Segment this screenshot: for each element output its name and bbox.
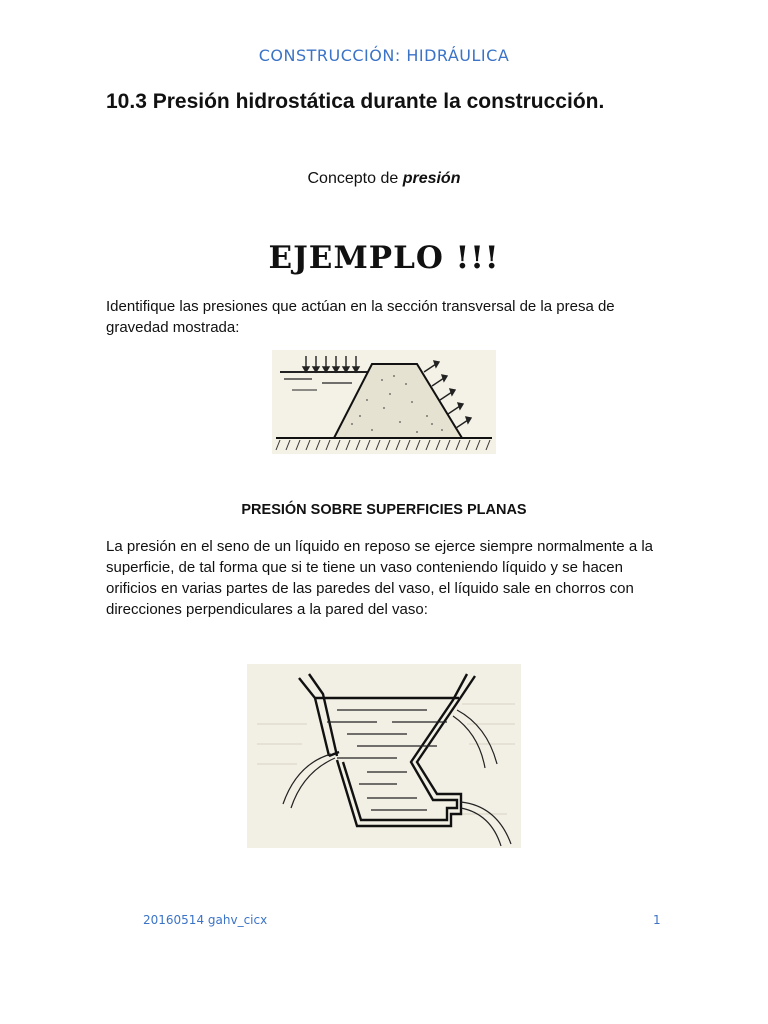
example-instruction: Identifique las presiones que actúan en la sección transversal de la presa de gravedad mostrada: xyxy=(106,298,615,336)
example-heading: EJEMPLO !!! xyxy=(268,240,500,276)
vessel-jets-drawing xyxy=(247,664,521,848)
running-header: CONSTRUCCIÓN: HIDRÁULICA xyxy=(258,46,510,65)
page-number: 1 xyxy=(653,913,661,927)
planes-heading: PRESIÓN SOBRE SUPERFICIES PLANAS xyxy=(241,502,527,518)
vessel-jets-figure xyxy=(247,664,521,848)
dam-cross-section-figure xyxy=(272,350,496,454)
planes-body: La presión en el seno de un líquido en reposo se ejerce siempre normalmente a la superficie, de tal forma que si te tiene un vaso conteniendo líquido y se hacen orificios en varias partes de las paredes del vaso, el líquido sale en chorros con direcciones perpendiculares a la pared del vaso: xyxy=(106,538,654,618)
section-title: 10.3 Presión hidrostática durante la construcción. xyxy=(106,90,605,113)
concept-emphasis: presión xyxy=(402,170,461,187)
dam-cross-section-drawing xyxy=(272,350,496,454)
concept-prefix: Concepto de xyxy=(307,170,403,187)
footer-code: 20160514 gahv_cicx xyxy=(143,913,268,927)
concept-line xyxy=(0,170,768,188)
